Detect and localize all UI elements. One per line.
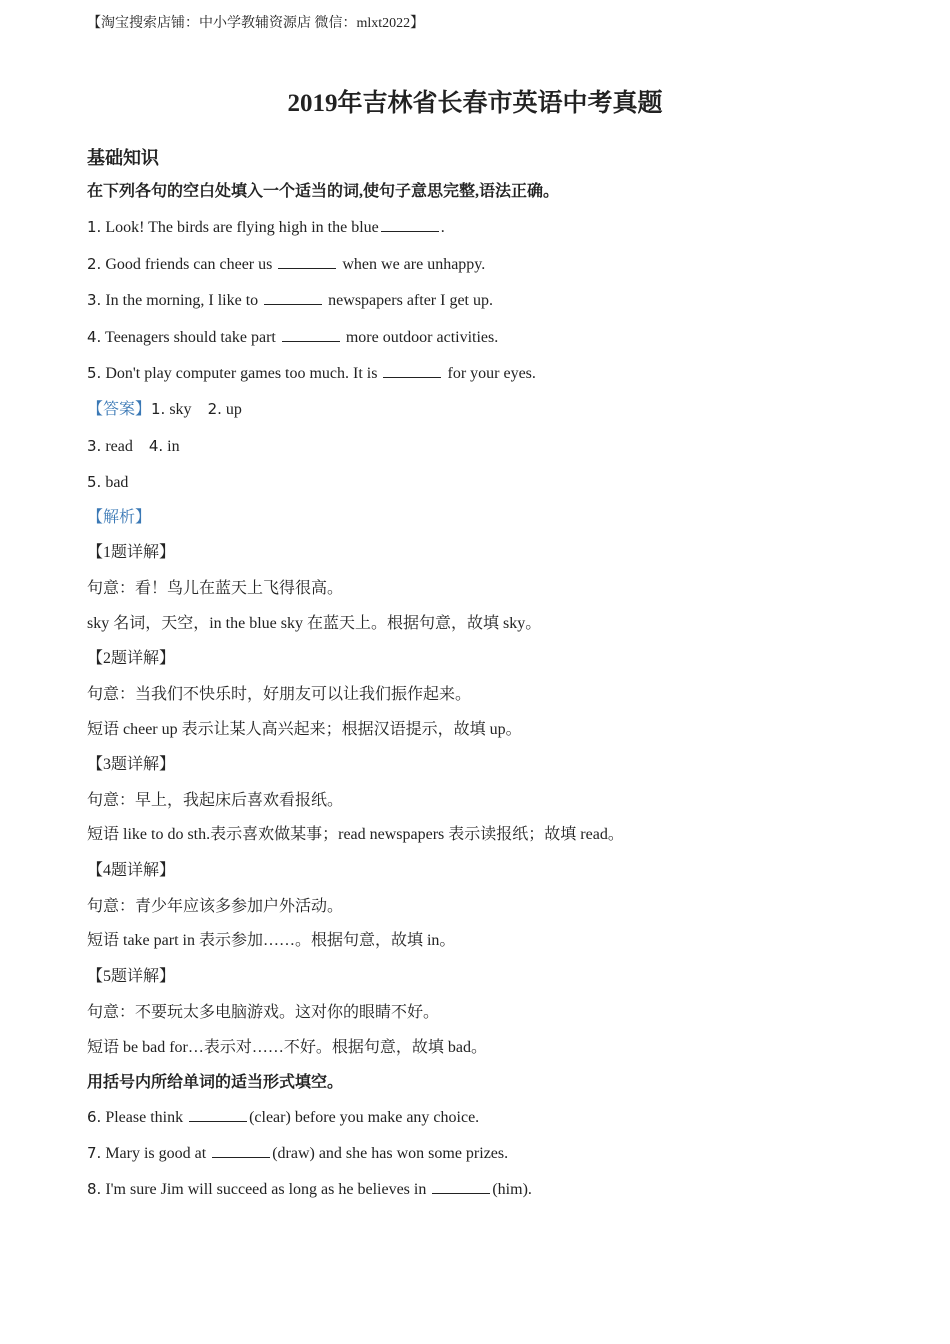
answer-label: 【答案】 (87, 401, 152, 418)
question-2 (87, 254, 485, 275)
question-number: 6. (87, 1108, 102, 1126)
question-text: Mary is good at (105, 1145, 207, 1162)
question-number: 3. (87, 291, 102, 309)
detail-5-title: 【5题详解】 (87, 968, 176, 985)
detail-5-meaning: 句意：不要玩太多电脑游戏。这对你的眼睛不好。 (87, 1004, 440, 1021)
section-heading: 基础知识 (87, 148, 159, 168)
question-text: I'm sure Jim will succeed as long as he believes in (105, 1181, 427, 1198)
question-4 (87, 327, 498, 348)
detail-5-explanation: 短语 be bad for…表示对……不好。根据句意，故填 bad。 (87, 1039, 487, 1056)
question-text-after: (him). (492, 1181, 532, 1198)
question-text: Look! The birds are flying high in the blue (105, 219, 379, 236)
answer-row-3 (87, 472, 128, 493)
question-text: Don't play computer games too much. It is (105, 365, 378, 382)
question-8 (87, 1179, 532, 1200)
instruction-fill-blank: 在下列各句的空白处填入一个适当的词,使句子意思完整,语法正确。 (87, 183, 560, 200)
answer-blank (212, 1143, 270, 1158)
detail-3-explanation: 短语 like to do sth.表示喜欢做某事；read newspapers 表示读报纸；故填 read。 (87, 826, 624, 843)
detail-2-explanation: 短语 cheer up 表示让某人高兴起来；根据汉语提示，故填 up。 (87, 721, 522, 738)
question-number: 7. (87, 1144, 102, 1162)
detail-4-meaning: 句意：青少年应该多参加户外活动。 (87, 898, 344, 915)
question-number: 5. (87, 364, 102, 382)
question-text-after: more outdoor activities. (345, 329, 499, 346)
page-header: 【淘宝搜索店铺：中小学教辅资源店 微信：mlxt2022】 (87, 16, 425, 31)
page-title: 2019年吉林省长春市英语中考真题 (287, 90, 663, 117)
answer-blank (432, 1179, 490, 1194)
answer-number: 4. (148, 437, 164, 455)
answer-text: in (167, 438, 180, 455)
answer-number: 1. (151, 400, 166, 418)
question-text: Please think (105, 1109, 184, 1126)
answer-text: read (105, 438, 133, 455)
detail-2-title: 【2题详解】 (87, 650, 176, 667)
question-number: 4. (87, 328, 102, 346)
question-3 (87, 290, 493, 311)
answer-blank (383, 363, 441, 378)
question-text-after: when we are unhappy. (342, 256, 486, 273)
detail-3-title: 【3题详解】 (87, 756, 176, 773)
answer-number: 5. (87, 473, 102, 491)
answer-blank (278, 254, 336, 269)
answer-text: sky (169, 401, 192, 418)
question-6 (87, 1107, 479, 1128)
answer-number: 3. (87, 437, 102, 455)
question-text-after: newspapers after I get up. (328, 292, 493, 309)
answer-row-1 (87, 399, 242, 420)
answer-blank (381, 217, 439, 232)
question-number: 2. (87, 255, 102, 273)
question-text-after: for your eyes. (447, 365, 536, 382)
answer-row-2 (87, 436, 180, 457)
detail-4-explanation: 短语 take part in 表示参加……。根据句意，故填 in。 (87, 932, 456, 949)
detail-1-meaning: 句意：看！鸟儿在蓝天上飞得很高。 (87, 580, 344, 597)
detail-2-meaning: 句意：当我们不快乐时，好朋友可以让我们振作起来。 (87, 686, 472, 703)
detail-1-explanation: sky 名词，天空，in the blue sky 在蓝天上。根据句意，故填 sky。 (87, 615, 542, 632)
question-text: In the morning, I like to (105, 292, 259, 309)
detail-4-title: 【4题详解】 (87, 862, 176, 879)
question-number: 8. (87, 1180, 102, 1198)
question-text-after: . (440, 219, 445, 236)
question-5 (87, 363, 536, 384)
question-text-after: (clear) before you make any choice. (249, 1109, 480, 1126)
instruction-word-form: 用括号内所给单词的适当形式填空。 (87, 1074, 344, 1091)
question-text: Teenagers should take part (105, 329, 276, 346)
detail-3-meaning: 句意：早上，我起床后喜欢看报纸。 (87, 792, 344, 809)
question-text: Good friends can cheer us (105, 256, 273, 273)
question-7 (87, 1143, 508, 1164)
answer-blank (189, 1107, 247, 1122)
answer-blank (282, 327, 340, 342)
answer-blank (264, 290, 322, 305)
answer-text: bad (105, 474, 129, 491)
detail-1-title: 【1题详解】 (87, 544, 176, 561)
answer-text: up (225, 401, 242, 418)
question-text-after: (draw) and she has won some prizes. (272, 1145, 509, 1162)
question-1 (87, 217, 445, 238)
analysis-label: 【解析】 (87, 509, 152, 526)
question-number: 1. (87, 218, 102, 236)
answer-number: 2. (207, 400, 222, 418)
